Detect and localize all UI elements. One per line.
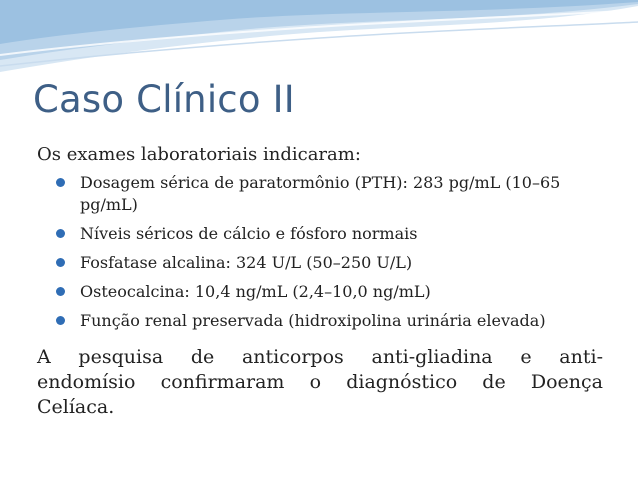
bullet-icon xyxy=(56,258,65,267)
bullet-icon xyxy=(56,316,65,325)
bullet-icon xyxy=(56,178,65,187)
bullet-list xyxy=(54,172,614,332)
intro-text: Os exames laboratoriais indicaram: xyxy=(37,144,361,165)
bullet-icon xyxy=(56,287,65,296)
list-item xyxy=(54,223,614,245)
list-item xyxy=(54,252,614,274)
list-item-text: Fosfatase alcalina: 324 U/L (50–250 U/L) xyxy=(80,253,413,272)
header-wave-decoration xyxy=(0,0,638,80)
list-item-text: Osteocalcina: 10,4 ng/mL (2,4–10,0 ng/mL) xyxy=(80,282,431,301)
list-item xyxy=(54,281,614,303)
list-item-text: Dosagem sérica de paratormônio (PTH): 283 pg/mL (10–65 pg/mL) xyxy=(80,173,561,214)
list-item xyxy=(54,172,614,216)
page-title: Caso Clínico II xyxy=(33,78,295,121)
list-item xyxy=(54,310,614,332)
bullet-icon xyxy=(56,229,65,238)
list-item-text: Função renal preservada (hidroxipolina urinária elevada) xyxy=(80,311,546,330)
conclusion-text: A pesquisa de anticorpos anti-gliadina e anti-endomísio confirmaram o diagnóstico de Doença Celíaca. xyxy=(37,346,603,418)
list-item-text: Níveis séricos de cálcio e fósforo normais xyxy=(80,224,418,243)
